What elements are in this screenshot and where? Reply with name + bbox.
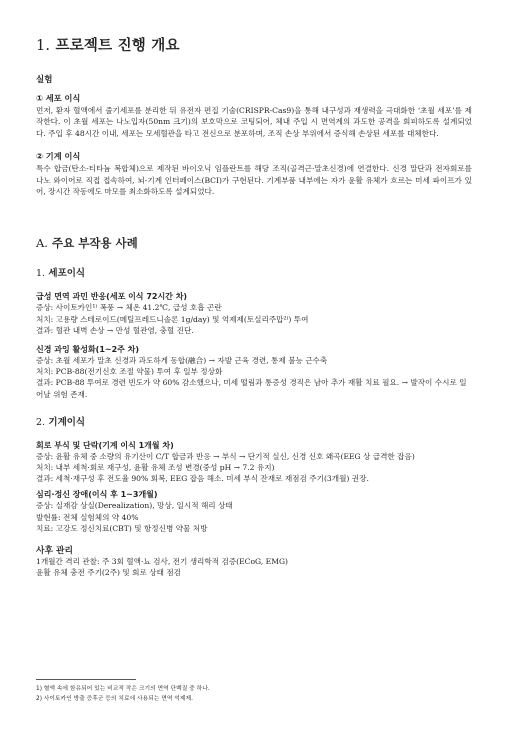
psych-disorder-therapy: 치료: 고강도 정신치료(CBT) 및 항정신병 약물 처방 (36, 523, 208, 533)
circuit-corrosion-title: 회로 부식 및 단락(기계 이식 1개월 차) (36, 440, 174, 450)
subsection-2-number: 2. (36, 416, 46, 428)
neural-hyper-result: 결과: PCB-88 투여로 경련 빈도가 약 60% 감소했으나, 미세 떨림과 통증성 경직은 남아 추가 재활 치료 필요. → 발작이 수시로 일어날 위험 존재. (36, 378, 467, 399)
footnote-1: 1) 혈액 속에 함유되어 있는 비교적 작은 크기의 면역 단백질 중 하나. (36, 686, 210, 692)
neural-hyper-treatment: 처치: PCB-88(전기신호 조절 약물) 투여 후 일부 정상화 (36, 367, 223, 377)
aftercare-title: 사후 관리 (36, 546, 74, 557)
psych-disorder-rate: 발현률: 전체 실험체의 약 40% (36, 512, 139, 522)
cell-transplant-body: 먼저, 환자 혈액에서 줄기세포를 분리한 뒤 유전자 편집 기술(CRISPR-Cas9)을 통해 내구성과 재생력을 극대화한 ‘초월 세포’를 제작한다. 이 초월 세포는 나노입자(50nm 크기)의 보호막으로 코팅되어, 체내 주입 시 면역계의 과도한 공격을 회피하도록 설계되었다. 주입 후 48시간 이내, 세포는 모세혈관을 타고 전신으로 분포하며, 조직 손상 부위에서 증식해 손상된 세포를 대체한다. (36, 106, 472, 138)
subsection-1-number: 1. (36, 268, 46, 280)
subsection-1-heading (36, 265, 472, 279)
circuit-corrosion-symptom: 증상: 윤활 유체 중 소량의 유기산이 C/T 합금과 반응 → 부식 → 단기적 실신, 신경 신호 왜곡(EEG 상 급격한 잡음) (36, 451, 415, 461)
psych-disorder-title: 심리·정신 장애(이식 후 1~3개월) (36, 490, 158, 500)
machine-transplant-body: 특수 합금(탄소-티타늄 복합체)으로 제작된 바이오닉 임플란트를 해당 조직(골격근·말초신경)에 연결한다. 신경 말단과 전자회로를 나노 와이어로 직접 접속하여, 뇌-기계 인터페이스(BCI)가 구현된다. 기계부품 내부에는 자가 윤활 유체가 흐르는 미세 파이프가 있어, 장시간 작동에도 마모를 최소화하도록 설계되었다. (36, 164, 472, 197)
subsection-2-text: 기계이식 (48, 416, 86, 428)
circuit-corrosion-result: 결과: 세척·재구성 후 전도율 90% 회복, EEG 잡음 해소. 미세 부식 잔재로 재점검 주기(3개월) 권장. (36, 474, 369, 484)
subsection-1-text: 세포이식 (48, 268, 86, 280)
aftercare-line-2: 윤활 유체 충전 주기(2주) 및 회로 상태 점검 (36, 568, 182, 578)
document-title (36, 34, 472, 55)
section-a-heading (36, 235, 472, 251)
footnote-2: 2) 사이토카인 방출 증후군 등의 치료에 사용되는 면역 억제제. (36, 696, 193, 702)
psych-disorder-symptom: 증상: 실재감 상실(Derealization), 망상, 일시적 해리 상태 (36, 501, 233, 511)
cell-transplant-heading: ① 세포 이식 (36, 93, 81, 103)
title-number: 1. (36, 38, 51, 54)
title-text: 프로젝트 진행 개요 (55, 38, 180, 54)
document-page (36, 34, 472, 578)
neural-hyper-title: 신경 과잉 활성화(1~2주 차) (36, 345, 140, 355)
section-a-text: 주요 부작용 사례 (51, 236, 138, 251)
machine-transplant-heading: ② 기계 이식 (36, 151, 81, 162)
footnotes (36, 679, 472, 704)
footnote-divider (36, 679, 136, 680)
neural-hyper-symptom: 증상: 초월 세포가 말초 신경과 과도하게 동합(融合) → 자발 근육 경련, 통제 불능 근수축 (36, 356, 328, 366)
acute-immune-treatment: 처치: 고용량 스테로이드(메틸프레드니솔론 1g/day) 및 억제제(토실리주맙²⁾) 투여 (36, 314, 309, 324)
section-a-number: A. (36, 236, 48, 251)
circuit-corrosion-treatment: 처치: 내부 세척·회로 재구성, 윤활 유체 조성 변경(중성 pH → 7.2 유지) (36, 463, 275, 473)
acute-immune-title: 급성 면역 과민 반응(세포 이식 72시간 차) (36, 292, 188, 302)
aftercare-line-1: 1개월간 격리 관찰: 주 3회 혈액·뇨 검사, 전기 생리학적 검증(ECoG, EMG) (36, 557, 289, 567)
subsection-2-heading (36, 414, 472, 428)
acute-immune-result: 결과: 혈관 내벽 손상 → 만성 혈관염, 충혈 진단. (36, 325, 194, 335)
overview-label: 실험 (36, 75, 53, 85)
acute-immune-symptom: 증상: 사이토카인¹⁾ 폭풍 → 체온 41.2℃, 급성 호흡 곤란 (36, 303, 222, 313)
